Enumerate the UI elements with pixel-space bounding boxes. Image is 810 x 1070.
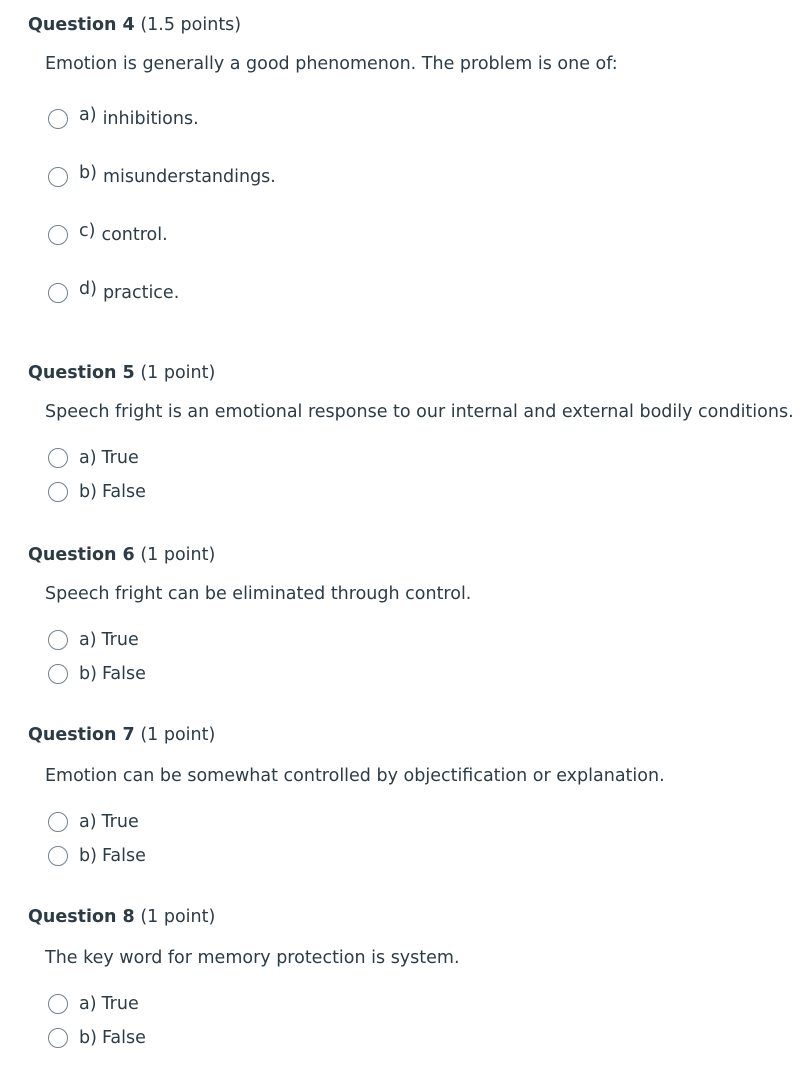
radio-button[interactable] (48, 1028, 68, 1048)
question-title: Question 4 (28, 15, 135, 35)
question-header (28, 723, 215, 747)
option-text: True (101, 994, 139, 1014)
option-a[interactable] (48, 810, 139, 834)
option-text: False (101, 1028, 146, 1048)
radio-button[interactable] (48, 664, 68, 684)
question-header (28, 905, 215, 929)
option-letter: c) (79, 221, 96, 241)
question-points: (1 point) (140, 725, 216, 745)
radio-button[interactable] (48, 283, 68, 303)
option-letter: b) (79, 664, 97, 684)
option-c[interactable] (48, 223, 168, 247)
option-a[interactable] (48, 446, 139, 470)
radio-button[interactable] (48, 225, 68, 245)
question-title: Question 8 (28, 907, 135, 927)
question-title: Question 7 (28, 725, 135, 745)
radio-button[interactable] (48, 167, 68, 187)
option-letter: b) (79, 846, 97, 866)
option-letter: a) (79, 630, 97, 650)
radio-button[interactable] (48, 846, 68, 866)
question-title: Question 6 (28, 545, 135, 565)
radio-button[interactable] (48, 630, 68, 650)
option-text: True (101, 812, 139, 832)
question-text: Speech fright is an emotional response to our internal and external bodily conditions. (45, 402, 794, 422)
option-letter: b) (79, 1028, 97, 1048)
option-b[interactable] (48, 165, 276, 189)
question-points: (1 point) (140, 363, 216, 383)
option-letter: a) (79, 994, 97, 1014)
option-text: practice. (102, 283, 180, 303)
radio-button[interactable] (48, 994, 68, 1014)
question-title: Question 5 (28, 363, 135, 383)
option-text: inhibitions. (102, 109, 199, 129)
option-text: False (101, 846, 146, 866)
option-b[interactable] (48, 480, 146, 504)
option-a[interactable] (48, 107, 199, 131)
option-letter: a) (79, 812, 97, 832)
question-header (28, 543, 215, 567)
option-b[interactable] (48, 844, 146, 868)
question-header (28, 13, 241, 37)
option-text: control. (101, 225, 168, 245)
option-letter: a) (79, 105, 97, 125)
option-text: False (101, 482, 146, 502)
option-text: True (101, 448, 139, 468)
radio-button[interactable] (48, 448, 68, 468)
option-text: True (101, 630, 139, 650)
option-letter: b) (79, 482, 97, 502)
option-b[interactable] (48, 662, 146, 686)
question-header (28, 361, 215, 385)
option-a[interactable] (48, 992, 139, 1016)
question-text: The key word for memory protection is system. (45, 948, 460, 968)
radio-button[interactable] (48, 482, 68, 502)
radio-button[interactable] (48, 812, 68, 832)
option-letter: d) (79, 279, 97, 299)
question-text: Emotion can be somewhat controlled by objectification or explanation. (45, 766, 665, 786)
option-text: False (101, 664, 146, 684)
option-text: misunderstandings. (102, 167, 276, 187)
option-letter: b) (79, 163, 97, 183)
question-text: Emotion is generally a good phenomenon. The problem is one of: (45, 54, 618, 74)
question-points: (1 point) (140, 545, 216, 565)
question-points: (1.5 points) (140, 15, 242, 35)
option-d[interactable] (48, 281, 179, 305)
question-points: (1 point) (140, 907, 216, 927)
option-a[interactable] (48, 628, 139, 652)
radio-button[interactable] (48, 109, 68, 129)
option-b[interactable] (48, 1026, 146, 1050)
option-letter: a) (79, 448, 97, 468)
question-text: Speech fright can be eliminated through control. (45, 584, 472, 604)
